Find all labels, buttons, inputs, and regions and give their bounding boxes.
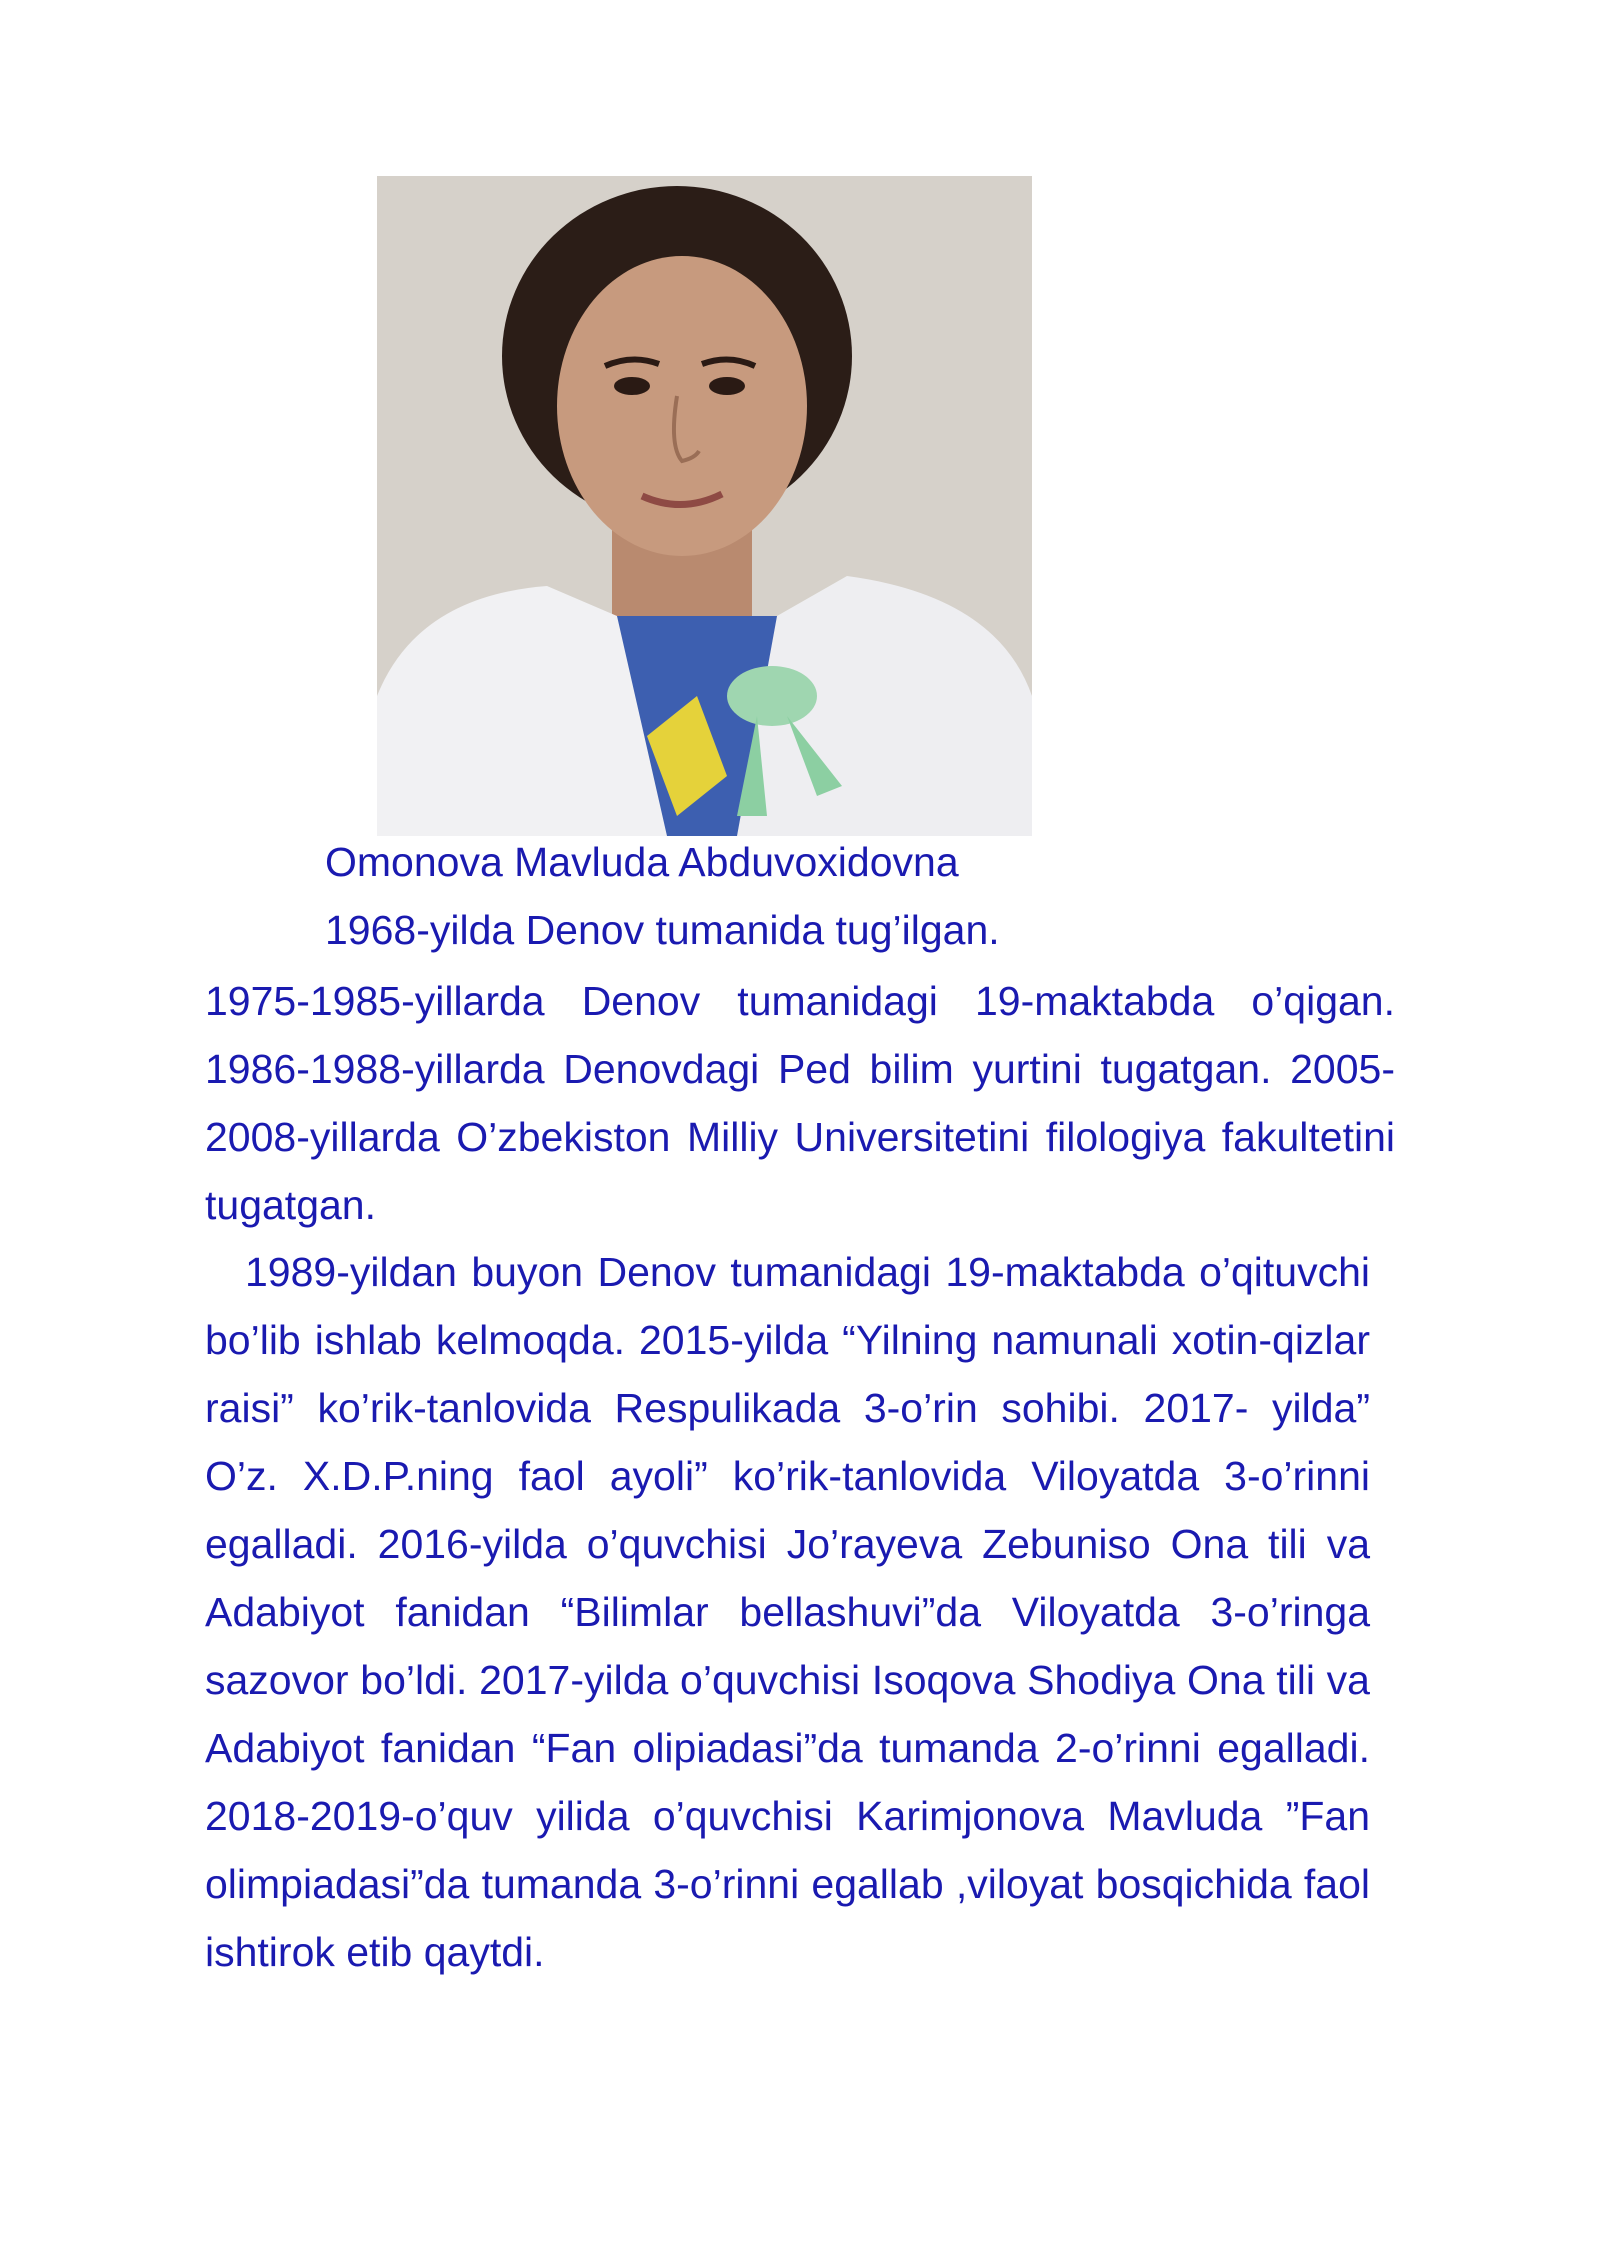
career-paragraph: 1989-yildan buyon Denov tumanidagi 19-maktabda o’qituvchi bo’lib ishlab kelmoqda. 2015-yilda “Yilning namunali xotin-qizlar raisi” ko’rik-tanlovida Respulikada 3-o’rin sohibi. 2017- yilda” O’z. X.D.P.ning faol ayoli” ko’rik-tanlovida Viloyatda 3-o’rinni egalladi. 2016-yilda o’quvchisi Jo’rayeva Zebuniso Ona tili va Adabiyot fanidan “Bilimlar bellashuvi”da Viloyatda 3-o’ringa sazovor bo’ldi. 2017-yilda o’quvchisi Isoqova Shodiya Ona tili va Adabiyot fanidan “Fan olipiadasi”da tumanda 2-o’rinni egalladi. 2018-2019-o’quv yilida o’quvchisi Karimjonova Mavluda ”Fan olimpiadasi”da tumanda 3-o’rinni egallab ,viloyat bosqichida faol ishtirok etib qaytdi. [205,1249,1370,1975]
education-paragraph: 1975-1985-yillarda Denov tumanidagi 19-maktabda o’qigan. 1986-1988-yillarda Denovdagi Ped bilim yurtini tugatgan. 2005-2008-yillarda O’zbekiston Milliy Universitetini filologiya fakultetini tugatgan. [205,978,1395,1228]
portrait-photo [377,176,1032,836]
birth-line: 1968-yilda Denov tumanida tug’ilgan. [325,907,1000,953]
person-name: Omonova Mavluda Abduvoxidovna [325,839,959,885]
